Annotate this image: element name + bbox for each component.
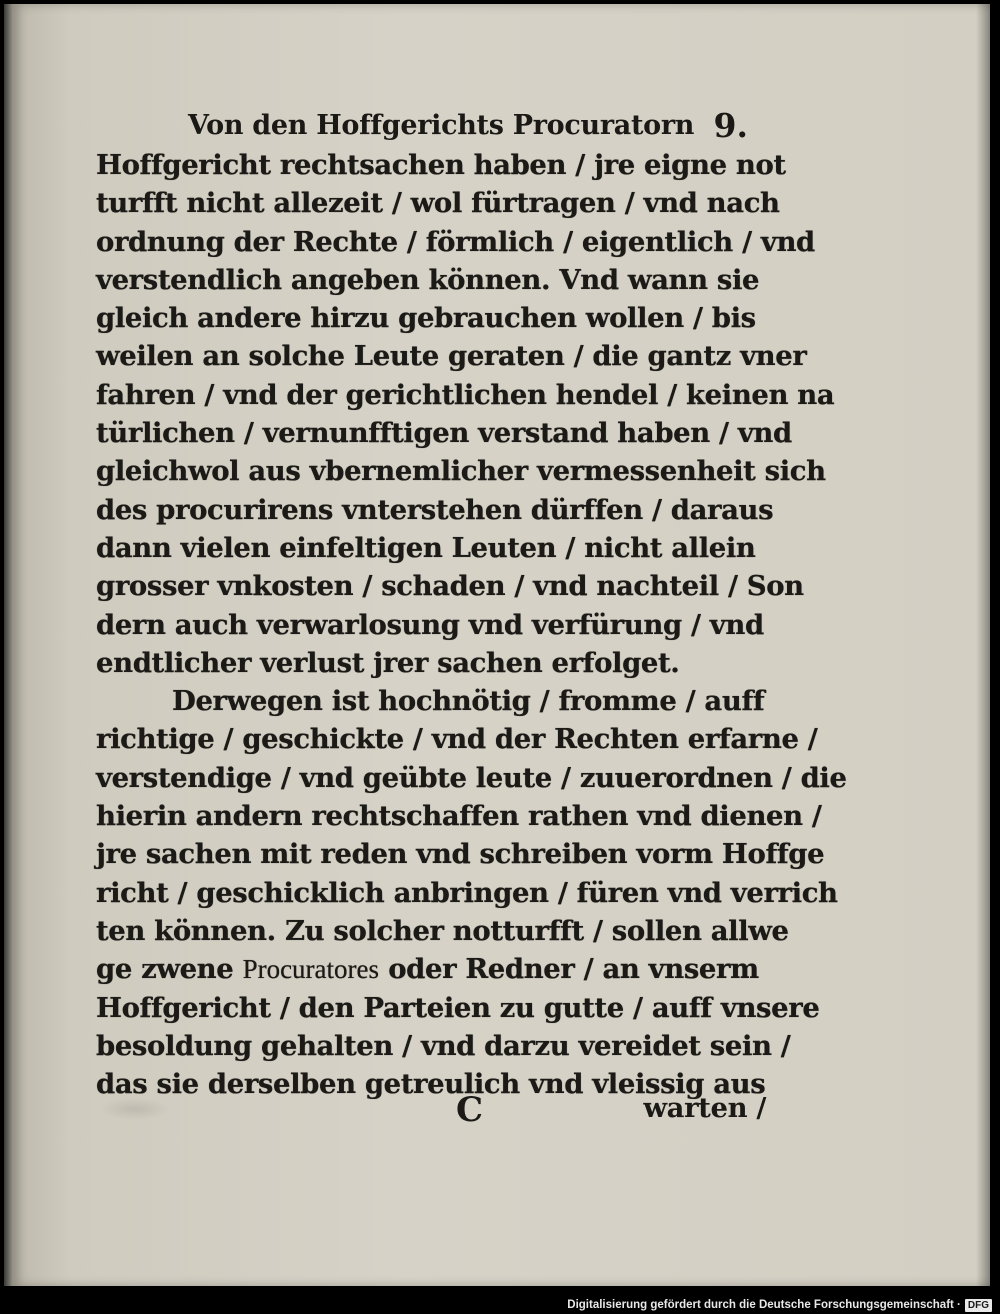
text-line: des procurirens vnterstehen dürffen / daraus [96, 493, 774, 526]
credit-text: Digitalisierung gefördert durch die Deutsche Forschungsgemeinschaft · [567, 1299, 961, 1311]
running-head [188, 106, 748, 146]
text-line: jre sachen mit reden vnd schreiben vorm Hoffge [96, 838, 825, 871]
body-text [96, 146, 847, 1103]
text-line: gleichwol aus vbernemlicher vermessenheit sich [96, 455, 826, 488]
text-line: grosser vnkosten / schaden / vnd nachteil / Son [96, 570, 804, 603]
page-edge-shadow [976, 4, 990, 1286]
text-line: endtlicher verlust jrer sachen erfolget. [96, 646, 680, 679]
text-line: verstendige / vnd geübte leute / zuuerordnen / die [96, 761, 847, 794]
text-line: türlichen / vernunfftigen verstand haben / vnd [96, 417, 792, 450]
text-line: richt / geschicklich anbringen / füren vnd verrich [96, 876, 838, 909]
catchword-row [96, 1090, 766, 1130]
text-line: dann vielen einfeltigen Leuten / nicht allein [96, 531, 756, 564]
dfg-logo: DFG [965, 1299, 992, 1312]
text-line: Hoffgericht rechtsachen haben / jre eigne not [96, 149, 786, 181]
roman-type-word: Procuratores [242, 954, 380, 985]
text-line: richtige / geschickte / vnd der Rechten erfarne / [96, 723, 818, 756]
signature-mark: C [456, 1090, 484, 1130]
text-line: fahren / vnd der gerichtlichen hendel / keinen na [96, 378, 835, 411]
text-line: hierin andern rechtschaffen rathen vnd dienen / [96, 800, 822, 833]
page-number: 9. [713, 106, 748, 145]
text-line: ordnung der Rechte / förmlich / eigentlich / vnd [96, 225, 815, 258]
text-line: dern auch verwarlosung vnd verfürung / vnd [96, 608, 764, 641]
text-line: besoldung gehalten / vnd darzu vereidet sein / [96, 1029, 791, 1062]
binding-edge [4, 4, 12, 1286]
paragraph-start-line: Derwegen ist hochnötig / fromme / auff [172, 685, 765, 718]
running-title: Von den Hoffgerichts Procuratorn [188, 110, 695, 141]
text-line: turfft nicht allezeit / wol fürtragen / vnd nach [96, 187, 780, 220]
text-line: gleich andere hirzu gebrauchen wollen / bis [96, 302, 756, 335]
digitization-credit [567, 1297, 992, 1313]
text-line: das sie derselben getreulich vnd vleissig aus [96, 1068, 766, 1101]
text-line: ten können. Zu solcher notturfft / sollen allwe [96, 914, 789, 947]
catchword: warten / [643, 1092, 766, 1124]
text-line: verstendlich angeben können. Vnd wann sie [96, 263, 760, 296]
text-line: ge zwene Procuratores oder Redner / an vnserm [96, 953, 759, 986]
text-line: weilen an solche Leute geraten / die gantz vner [96, 340, 807, 373]
text-line: Hoffgericht / den Parteien zu gutte / auff vnsere [96, 991, 820, 1024]
